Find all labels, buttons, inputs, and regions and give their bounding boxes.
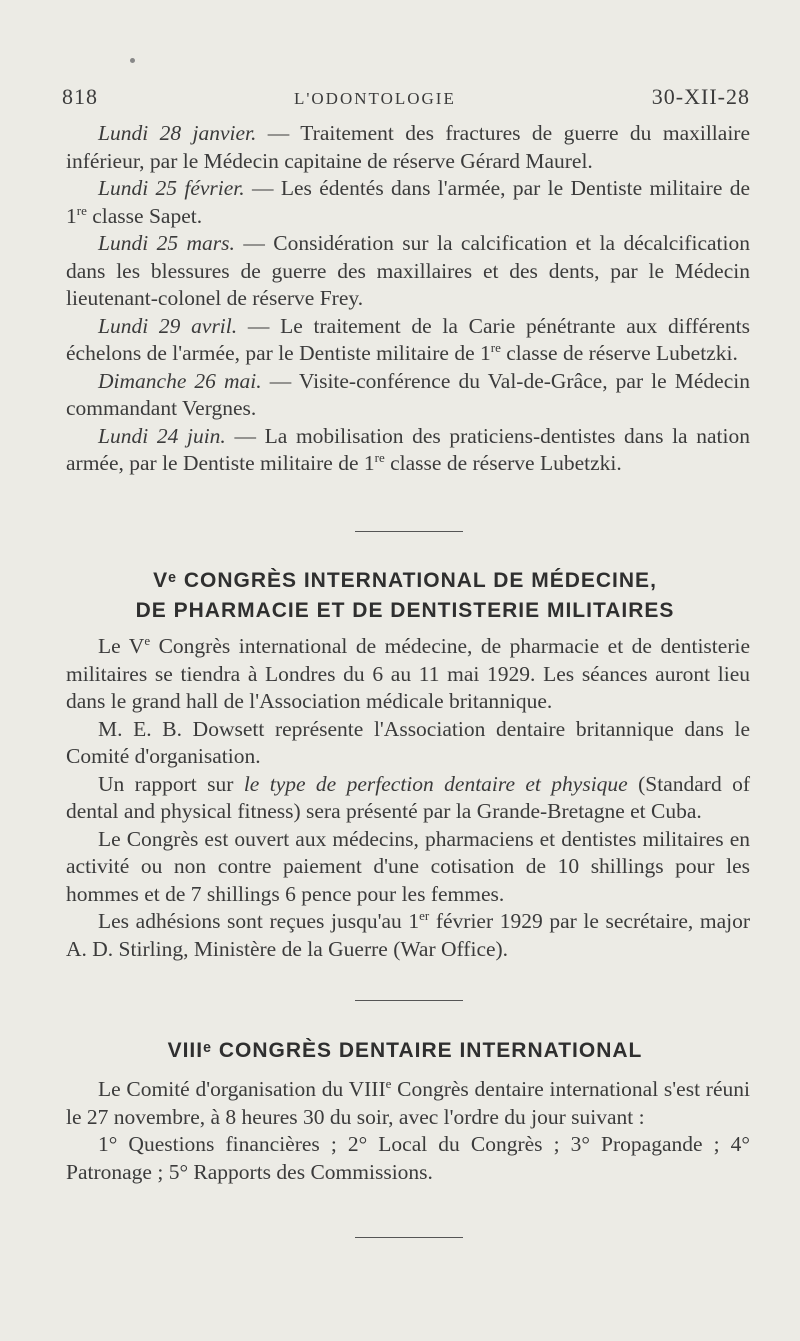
paragraph: Le Congrès est ouvert aux médecins, pharmaciens et dentistes militaires en activité ou non contre paiement d'une cotisation de 10 shillings pour les hommes et de 7 shillings 6 pence pour les femmes. [66,826,750,906]
lecture-text: — Le traitement de la Carie pénétrante aux différents échelons de l'armée, par le Dentiste militaire de 1 [66,313,750,365]
lecture-item [66,368,750,423]
lecture-text: classe Sapet. [86,203,203,228]
lecture-text: classe de réserve Lubetzki. [384,451,622,475]
v-congress-body [66,633,750,963]
ordinal-sup: re [76,202,87,218]
ordinal-sup: er [419,907,430,923]
ordinal-sup: re [490,339,501,355]
lecture-item [66,175,750,230]
section-divider [355,1000,463,1001]
lecture-date: Lundi 25 mars. [98,231,235,255]
page-number: 818 [62,84,98,109]
italic-title: le type de perfection dentaire et physique [243,771,628,796]
viii-congress-body [66,1076,750,1186]
lecture-item [66,230,750,313]
paragraph: Un rapport sur le type de perfection dentaire et physique (Standard of dental and physical fitness) sera présenté par la Grande-Bretagne et Cuba. [66,771,751,823]
paragraph: Le Ve Congrès international de médecine, de pharmacie et de dentisterie militaires se tiendra à Londres du 6 au 11 mai 1929. Les séances auront lieu dans le grand hall de l'Association médicale britannique. [66,632,750,713]
lecture-list [66,120,750,478]
lecture-item [66,120,750,175]
lecture-date: Lundi 28 janvier. [98,121,257,145]
paragraph: Le Comité d'organisation du VIIIe Congrès dentaire international s'est réuni le 27 novembre, à 8 heures 30 du soir, avec l'ordre du jour suivant : [66,1075,750,1129]
lecture-date: Lundi 24 juin. [98,423,226,448]
section-divider [355,1237,463,1238]
lecture-date: Lundi 25 février. [98,176,245,200]
print-speck [130,58,135,63]
lecture-item [66,423,750,478]
ordinal-sup: e [144,632,151,648]
paragraph: 1° Questions financières ; 2° Local du Congrès ; 3° Propagande ; 4° Patronage ; 5° Rapports des Commissions. [66,1132,750,1184]
issue-date: 30-XII-28 [651,84,750,109]
lecture-text: — Traitement des fractures de guerre du maxillaire inférieur, par le Médecin capitaine de réserve Gérard Maurel. [66,121,750,173]
heading-line: DE PHARMACIE ET DE DENTISTERIE MILITAIRES [135,599,675,622]
ordinal-sup: e [385,1075,392,1091]
section-heading-viii-congress: VIIIᵉ CONGRÈS DENTAIRE INTERNATIONAL [167,1039,643,1062]
journal-title: L'ODONTOLOGIE [293,89,456,108]
section-divider [355,531,463,532]
lecture-text: — Visite-conférence du Val-de-Grâce, par le Médecin commandant Vergnes. [66,368,750,420]
page-header [62,84,750,110]
lecture-text: classe de réserve Lubetzki. [500,341,738,365]
heading-line: Vᵉ CONGRÈS INTERNATIONAL DE MÉDECINE, [153,569,657,592]
ordinal-sup: re [374,449,385,465]
lecture-text: — Considération sur la calcification et la décalcification dans les blessures de guerre des maxillaires et des dents, par le Médecin lieutenant-colonel de réserve Frey. [66,231,750,310]
lecture-date: Lundi 29 avril. [98,313,238,338]
lecture-text: — Les édentés dans l'armée, par le Dentiste militaire de 1 [66,176,750,228]
lecture-date: Dimanche 26 mai. [98,368,262,393]
paragraph: Les adhésions sont reçues jusqu'au 1er février 1929 par le secrétaire, major A. D. Stirling, Ministère de la Guerre (War Office). [66,907,750,961]
lecture-item [66,313,750,368]
lecture-text: — La mobilisation des praticiens-dentistes dans la nation armée, par le Dentiste militaire de 1 [66,423,750,475]
paragraph: M. E. B. Dowsett représente l'Association dentaire britannique dans le Comité d'organisation. [66,716,750,768]
section-heading-v-congress [60,566,750,626]
